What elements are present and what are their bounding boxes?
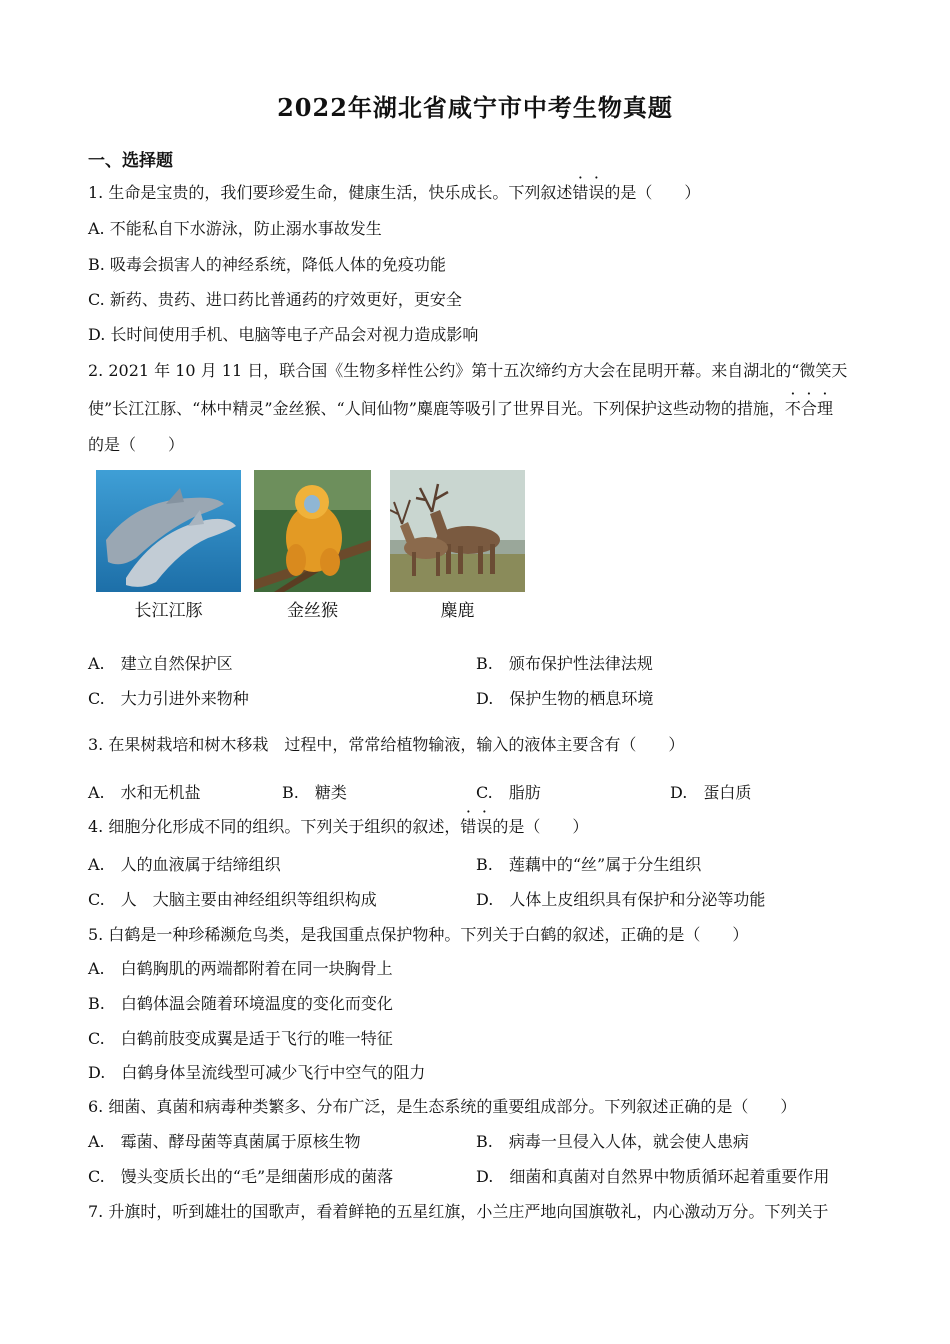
question-5-option-a: A. 白鹤胸肌的两端都附着在同一块胸骨上: [88, 959, 393, 978]
caption-golden-monkey: 金丝猴: [287, 601, 338, 621]
question-3-option-b: B. 糖类: [282, 783, 347, 802]
question-2-option-d: D. 保护生物的栖息环境: [476, 689, 654, 708]
golden-monkey-image: [254, 470, 371, 592]
yangtze-finless-porpoise-image: [96, 470, 241, 592]
question-5-option-d: D. 白鹤身体呈流线型可减少飞行中空气的阻力: [88, 1063, 426, 1082]
question-2-stem-line-2: 使”长江江豚、“林中精灵”金丝猴、“人间仙物”麋鹿等吸引了世界目光。下列保护这些动物的措施，不合理: [88, 399, 833, 418]
question-5-option-b: B. 白鹤体温会随着环境温度的变化而变化: [88, 994, 393, 1013]
question-6-option-c: C. 馒头变质长出的“毛”是细菌形成的菌落: [88, 1167, 394, 1186]
question-1-option-b: B. 吸毒会损害人的神经系统，降低人体的免疫功能: [88, 255, 446, 274]
question-3-option-c: C. 脂肪: [476, 783, 541, 802]
caption-elk: 麋鹿: [440, 601, 475, 621]
section-heading: 一、选择题: [88, 151, 173, 171]
question-4-option-c: C. 人 大脑主要由神经组织等组织构成: [88, 890, 377, 909]
question-6-option-d: D. 细菌和真菌对自然界中物质循环起着重要作用: [476, 1167, 830, 1186]
emphasis-char: 误: [476, 817, 493, 836]
question-6-option-a: A. 霉菌、酵母菌等真菌属于原核生物: [88, 1132, 361, 1151]
question-4-option-a: A. 人的血液属于结缔组织: [88, 855, 281, 874]
question-2-option-b: B. 颁布保护性法律法规: [476, 654, 653, 673]
question-2-option-a: A. 建立自然保护区: [88, 654, 233, 673]
question-4-option-b: B. 莲藕中的“丝”属于分生组织: [476, 855, 702, 874]
emphasis-char: 不: [784, 399, 801, 418]
question-4-option-d: D. 人体上皮组织具有保护和分泌等功能: [476, 890, 766, 909]
emphasis-char: 错: [572, 183, 589, 202]
emphasis-char: 合: [800, 399, 817, 418]
pere-davids-deer-image: [390, 470, 525, 592]
question-7-stem: 7. 升旗时，听到雄壮的国歌声，看着鲜艳的五星红旗，小兰庄严地向国旗敬礼，内心激动万分。下列关于: [88, 1202, 829, 1221]
question-1-option-c: C. 新药、贵药、进口药比普通药的疗效更好，更安全: [88, 290, 462, 309]
question-4-stem: 4. 细胞分化形成不同的组织。下列关于组织的叙述，错误的是（ ）: [88, 817, 589, 836]
question-3-option-a: A. 水和无机盐: [88, 783, 201, 802]
question-2-option-c: C. 大力引进外来物种: [88, 689, 249, 708]
question-1-stem: 1. 生命是宝贵的，我们要珍爱生命，健康生活，快乐成长。下列叙述错误的是（ ）: [88, 183, 701, 202]
question-2-stem-line-1: 2. 2021 年 10 月 11 日，联合国《生物多样性公约》第十五次缔约方大会在昆明开幕。来自湖北的“微笑天: [88, 361, 848, 380]
document-title: 2022年湖北省咸宁市中考生物真题: [277, 93, 673, 122]
emphasis-char: 误: [588, 183, 605, 202]
emphasis-char: 错: [460, 817, 477, 836]
question-1-option-a: A. 不能私自下水游泳，防止溺水事故发生: [88, 219, 382, 238]
question-6-option-b: B. 病毒一旦侵入人体，就会使人患病: [476, 1132, 749, 1151]
emphasis-char: 理: [816, 399, 833, 418]
question-5-stem: 5. 白鹤是一种珍稀濒危鸟类，是我国重点保护物种。下列关于白鹤的叙述，正确的是（ ）: [88, 925, 749, 944]
question-3-option-d: D. 蛋白质: [670, 783, 752, 802]
question-1-option-d: D. 长时间使用手机、电脑等电子产品会对视力造成影响: [88, 325, 479, 344]
question-3-stem: 3. 在果树栽培和树木移栽 过程中，常常给植物输液，输入的液体主要含有（ ）: [88, 735, 685, 754]
question-5-option-c: C. 白鹤前肢变成翼是适于飞行的唯一特征: [88, 1029, 393, 1048]
question-6-stem: 6. 细菌、真菌和病毒种类繁多、分布广泛，是生态系统的重要组成部分。下列叙述正确的是（ ）: [88, 1097, 797, 1116]
question-2-stem-line-3: 的是（ ）: [88, 435, 185, 454]
caption-porpoise: 长江江豚: [134, 601, 203, 621]
